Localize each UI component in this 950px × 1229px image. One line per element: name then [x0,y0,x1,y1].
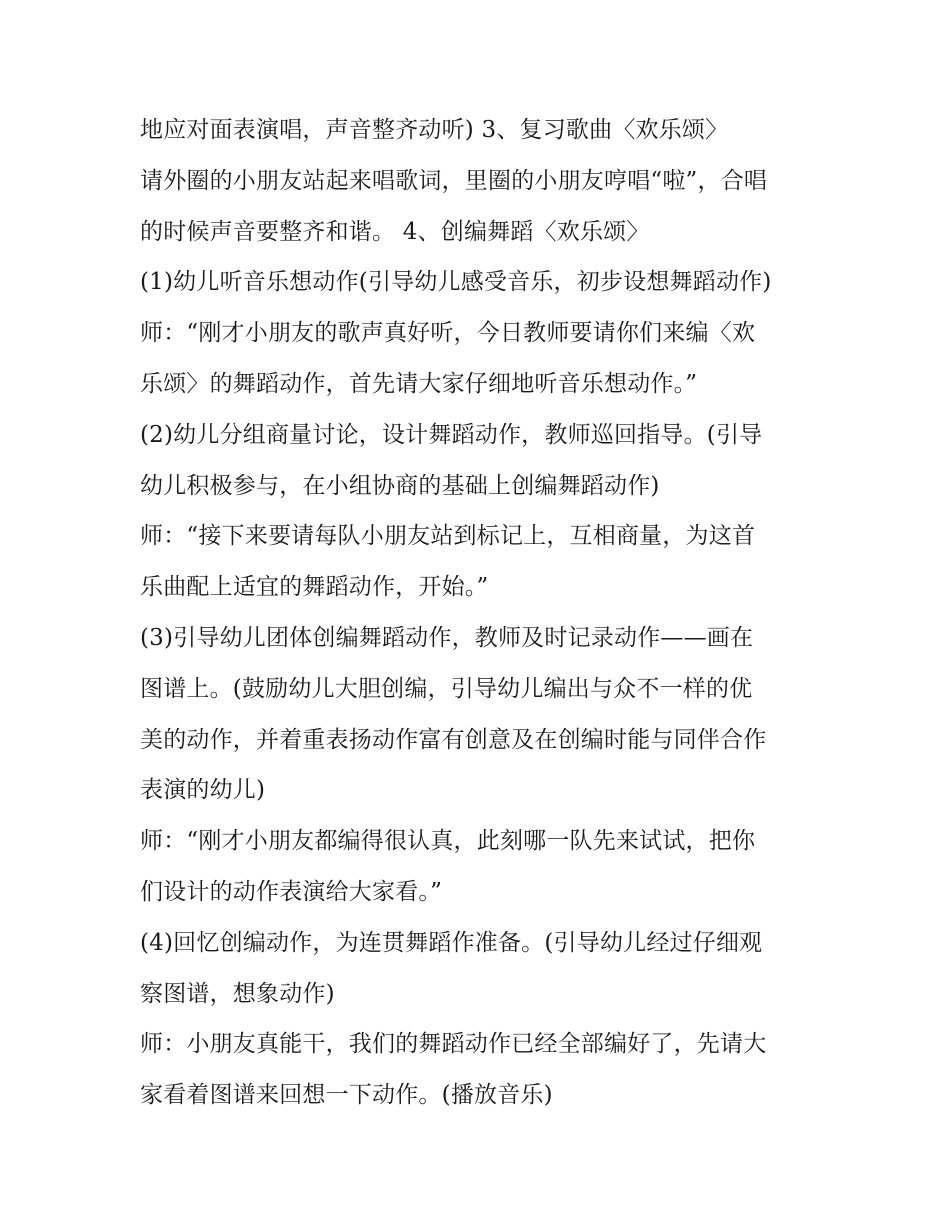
text-line-20: 家看着图谱来回想一下动作。(播放音乐) [140,1082,553,1109]
text-line-8: 幼儿积极参与，在小组协商的基础上创编舞蹈动作) [140,472,660,499]
text-line-12: 图谱上。(鼓励幼儿大胆创编，引导幼儿编出与众不一样的优 [140,675,753,702]
text-line-5: 师：“刚才小朋友的歌声真好听，今日教师要请你们来编〈欢 [140,320,756,347]
body-text [140,105,830,1121]
text-line-4: (1)幼儿听音乐想动作(引导幼儿感受音乐，初步设想舞蹈动作) [140,269,772,296]
text-line-18: 察图谱，想象动作) [140,980,335,1007]
text-line-2: 请外圈的小朋友站起来唱歌词，里圈的小朋友哼唱“啦”，合唱 [140,167,768,194]
text-line-19: 师：小朋友真能干，我们的舞蹈动作已经全部编好了，先请大 [140,1031,767,1058]
text-line-3: 的时候声音要整齐和谐。 4、创编舞蹈〈欢乐颂〉 [140,218,650,245]
text-line-1: 地应对面表演唱，声音整齐动听) 3、复习歌曲〈欢乐颂〉 [140,117,729,143]
text-line-11: (3)引导幼儿团体创编舞蹈动作，教师及时记录动作——画在 [140,624,754,651]
text-line-15: 师：“刚才小朋友都编得很认真，此刻哪一队先来试试，把你 [140,828,756,855]
text-line-13: 美的动作，并着重表扬动作富有创意及在创编时能与同伴合作 [140,726,767,753]
text-line-16: 们设计的动作表演给大家看。” [140,878,443,905]
text-line-6: 乐颂〉的舞蹈动作，首先请大家仔细地听音乐想动作。” [140,370,698,397]
text-line-7: (2)幼儿分组商量讨论，设计舞蹈动作，教师巡回指导。(引导 [140,421,763,448]
text-line-14: 表演的幼儿) [140,777,266,804]
text-line-17: (4)回忆创编动作，为连贯舞蹈作准备。(引导幼儿经过仔细观 [140,929,763,956]
text-line-10: 乐曲配上适宜的舞蹈动作，开始。” [140,574,489,601]
text-line-9: 师：“接下来要请每队小朋友站到标记上，互相商量，为这首 [140,523,756,550]
